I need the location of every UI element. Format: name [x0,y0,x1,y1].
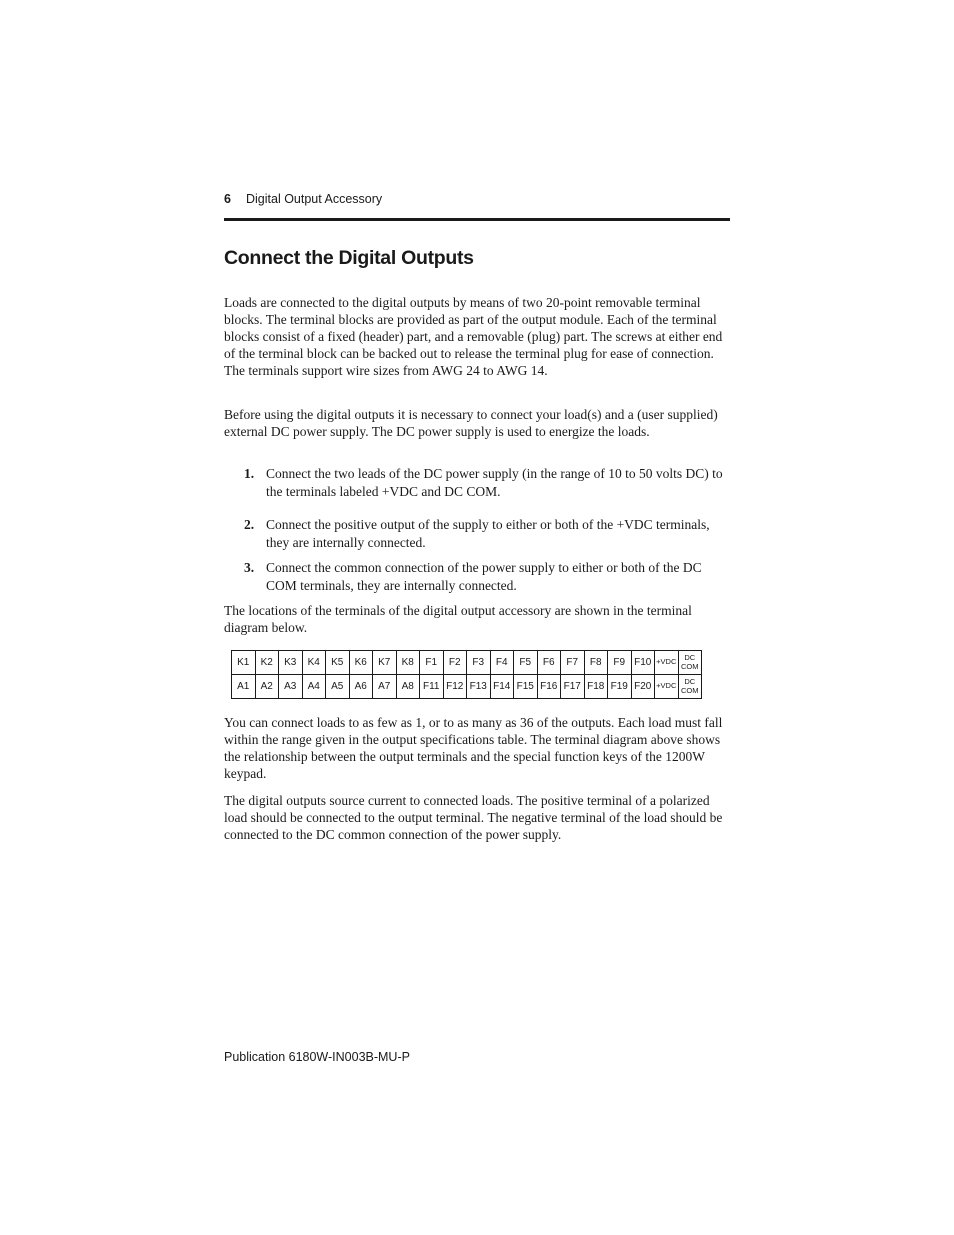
polarity-paragraph: The digital outputs source current to connected loads. The positive terminal of a polarized load should be connected to the output terminal. The negative terminal of the load should be connected to the DC common connection of the power supply. [224,793,723,842]
terminal-cell: A4 [302,675,326,699]
step-number: 1. [244,466,255,481]
terminal-cell: K3 [279,651,303,675]
terminal-cell: F11 [420,675,444,699]
terminal-cell: F20 [631,675,655,699]
step-number: 3. [244,560,255,575]
terminal-cell: A7 [373,675,397,699]
terminal-row [232,651,702,675]
terminal-cell: +VDC [655,675,679,699]
terminal-cell: F16 [537,675,561,699]
terminal-cell: F1 [420,651,444,675]
terminal-cell: DC COM [678,651,702,675]
terminal-cell: F17 [561,675,585,699]
terminal-cell: F3 [467,651,491,675]
terminal-cell: K1 [232,651,256,675]
page-number: 6 [224,192,231,206]
terminal-cell: K7 [373,651,397,675]
terminal-row [232,675,702,699]
terminal-cell: K5 [326,651,350,675]
terminal-cell: F18 [584,675,608,699]
terminal-cell: K4 [302,651,326,675]
terminal-cell: A6 [349,675,373,699]
page-header [224,192,730,221]
terminal-cell: F2 [443,651,467,675]
terminal-cell: F6 [537,651,561,675]
step-1 [244,465,724,500]
terminal-cell: K6 [349,651,373,675]
terminal-cell: +VDC [655,651,679,675]
terminal-cell: F13 [467,675,491,699]
step-2 [244,516,724,551]
running-title: Digital Output Accessory [246,192,383,206]
terminal-cell: F14 [490,675,514,699]
terminal-cell: A8 [396,675,420,699]
section-title: Connect the Digital Outputs [224,247,474,269]
load-count-paragraph: You can connect loads to as few as 1, or to as many as 36 of the outputs. Each load must fall within the range given in the output specifications table. The terminal diagram above shows the relationship between the output terminals and the special function keys of the 1200W keypad. [224,715,723,781]
terminal-cell: DC COM [678,675,702,699]
terminal-diagram [231,650,702,699]
step-3 [244,559,724,594]
terminal-cell: A5 [326,675,350,699]
terminal-cell: F12 [443,675,467,699]
terminal-cell: F15 [514,675,538,699]
terminal-cell: A3 [279,675,303,699]
terminal-cell: K2 [255,651,279,675]
terminal-cell: F4 [490,651,514,675]
step-text: Connect the common connection of the power supply to either or both of the DC COM terminals, they are internally connected. [266,560,702,593]
terminal-cell: F5 [514,651,538,675]
terminal-cell: A1 [232,675,256,699]
intro-paragraph: Loads are connected to the digital outputs by means of two 20-point removable terminal blocks. The terminal blocks are provided as part of the output module. Each of the terminal blocks consist of a fixed (header) part, and a removable (plug) part. The screws at either end of the terminal block can be backed out to release the terminal plug for ease of connection. The terminals support wire sizes from AWG 24 to AWG 14. [224,295,723,378]
publication-footer: Publication 6180W-IN003B-MU-P [224,1050,410,1064]
terminal-cell: K8 [396,651,420,675]
step-text: Connect the two leads of the DC power supply (in the range of 10 to 50 volts DC) to the terminals labeled +VDC and DC COM. [266,466,723,499]
step-text: Connect the positive output of the supply to either or both of the +VDC terminals, they are internally connected. [266,517,710,550]
terminal-cell: F9 [608,651,632,675]
terminal-cell: A2 [255,675,279,699]
terminal-cell: F7 [561,651,585,675]
terminal-cell: F19 [608,675,632,699]
terminal-cell: F10 [631,651,655,675]
step-number: 2. [244,517,255,532]
diagram-intro-paragraph: The locations of the terminals of the digital output accessory are shown in the terminal diagram below. [224,603,692,635]
terminal-cell: F8 [584,651,608,675]
prerequisite-paragraph: Before using the digital outputs it is necessary to connect your load(s) and a (user supplied) external DC power supply. The DC power supply is used to energize the loads. [224,407,718,439]
